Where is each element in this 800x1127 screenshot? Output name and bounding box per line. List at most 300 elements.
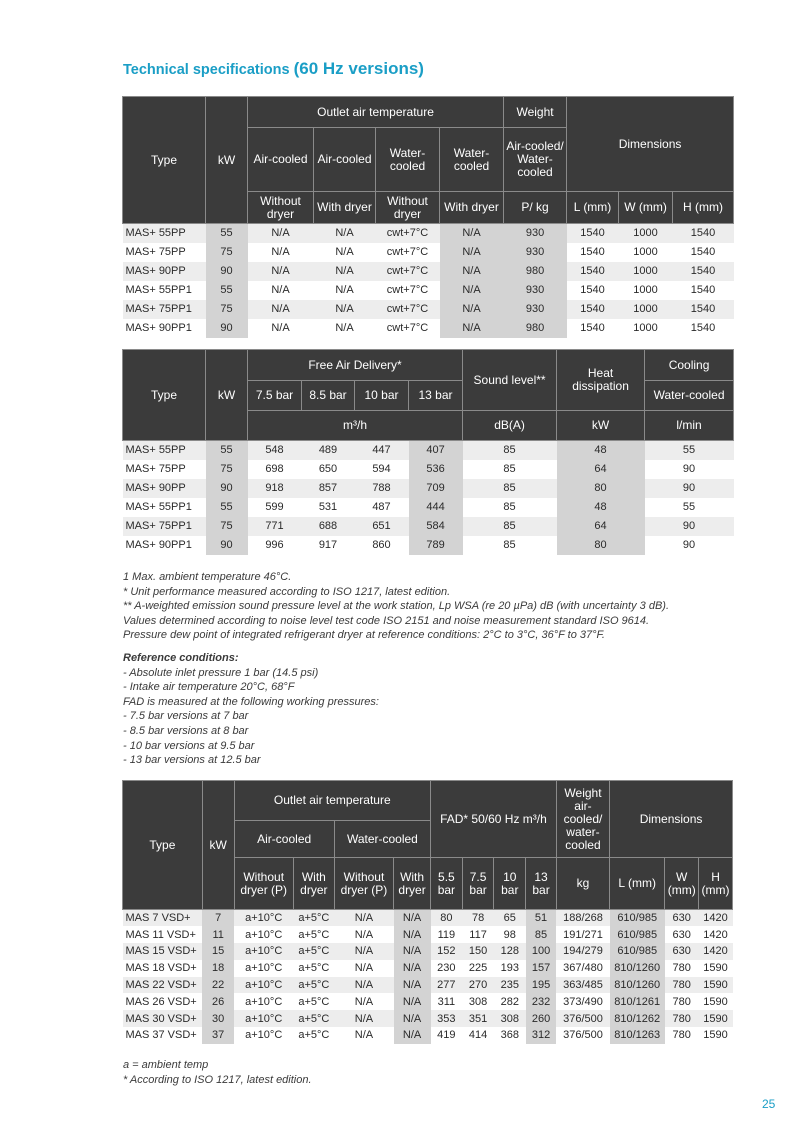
table-cell: 80 — [431, 910, 463, 927]
table-cell: 18 — [202, 960, 234, 977]
col-outlet-temp: Outlet air temperature — [234, 781, 430, 821]
table-cell: 157 — [526, 960, 557, 977]
table-cell: 15 — [202, 943, 234, 960]
table-cell: 373/490 — [556, 993, 609, 1010]
table-cell: 407 — [409, 441, 463, 460]
table-cell: N/A — [314, 281, 376, 300]
table-cell: 90 — [645, 536, 734, 555]
table-cell: 191/271 — [556, 926, 609, 943]
table-cell: 1000 — [619, 224, 673, 243]
col-without-dryer-p-1: Without dryer (P) — [234, 858, 293, 910]
table-cell: N/A — [334, 910, 393, 927]
table-cell: 37 — [202, 1027, 234, 1044]
col-kw: kW — [202, 781, 234, 910]
table-cell: N/A — [440, 262, 504, 281]
table-cell: N/A — [248, 281, 314, 300]
table-cell: N/A — [334, 977, 393, 994]
table-row — [123, 960, 733, 977]
table-cell: 1590 — [699, 993, 733, 1010]
col-8-5-bar: 8.5 bar — [302, 381, 355, 411]
table-cell: N/A — [394, 1010, 431, 1027]
table-cell: 1420 — [699, 943, 733, 960]
table-cell: 351 — [462, 1010, 494, 1027]
table-cell: 55 — [206, 498, 248, 517]
table-cell: N/A — [248, 243, 314, 262]
table-cell: 414 — [462, 1027, 494, 1044]
col-outlet-temp: Outlet air temperature — [248, 97, 504, 128]
cell-type: MAS+ 90PP1 — [123, 319, 206, 338]
col-7-5-bar: 7.5 bar — [248, 381, 302, 411]
table-cell: 1000 — [619, 300, 673, 319]
table-cell: N/A — [248, 319, 314, 338]
table-cell: N/A — [394, 993, 431, 1010]
table-cell: 630 — [665, 910, 699, 927]
table-cell: 780 — [665, 1027, 699, 1044]
table-cell: 688 — [302, 517, 355, 536]
col-air-cooled: Air-cooled — [234, 821, 334, 858]
col-water-cooled-2: Water-cooled — [440, 128, 504, 192]
table-cell: N/A — [334, 943, 393, 960]
table-cell: 1540 — [567, 281, 619, 300]
table-cell: 80 — [557, 536, 645, 555]
table-cell: 22 — [202, 977, 234, 994]
unit-cooling: l/min — [645, 411, 734, 441]
table-cell: 98 — [494, 926, 526, 943]
reference-heading: Reference conditions: — [123, 652, 239, 664]
col-weight-sub: Air-cooled/ Water-cooled — [504, 128, 567, 192]
title-sub: (60 Hz versions) — [293, 59, 424, 78]
table-cell: a+5°C — [293, 926, 334, 943]
table-cell: N/A — [334, 993, 393, 1010]
col-w: W (mm) — [619, 192, 673, 224]
col-h: H (mm) — [699, 858, 733, 910]
table-cell: N/A — [314, 224, 376, 243]
table-cell: 1540 — [567, 262, 619, 281]
col-with-dryer-1: With dryer — [293, 858, 334, 910]
col-air-cooled-2: Air-cooled — [314, 128, 376, 192]
table-cell: 85 — [463, 479, 557, 498]
spec-table-vsd — [122, 780, 733, 1044]
table-cell: 1000 — [619, 281, 673, 300]
table-cell: 368 — [494, 1027, 526, 1044]
table-cell: 788 — [355, 479, 409, 498]
cell-type: MAS+ 75PP — [123, 460, 206, 479]
table-cell: 610/985 — [610, 926, 665, 943]
table-cell: N/A — [440, 300, 504, 319]
table-cell: 860 — [355, 536, 409, 555]
table-cell: 650 — [302, 460, 355, 479]
table-cell: N/A — [314, 243, 376, 262]
cell-type: MAS+ 75PP1 — [123, 517, 206, 536]
table-cell: 780 — [665, 1010, 699, 1027]
page-number: 25 — [762, 1097, 776, 1111]
table-cell: 277 — [431, 977, 463, 994]
table-row — [123, 1010, 733, 1027]
table-row — [123, 910, 733, 927]
table-cell: 64 — [557, 460, 645, 479]
footnote: * Unit performance measured according to ISO 1217, latest edition. — [123, 585, 451, 598]
table-cell: 232 — [526, 993, 557, 1010]
table-row — [123, 1027, 733, 1044]
col-without-dryer-2: Without dryer — [376, 192, 440, 224]
col-water-cooled-1: Water-cooled — [376, 128, 440, 192]
table-row — [123, 460, 734, 479]
reference-line: - Intake air temperature 20°C, 68°F — [123, 681, 295, 694]
table-cell: 85 — [463, 460, 557, 479]
table-cell: N/A — [314, 300, 376, 319]
table-cell: 90 — [206, 479, 248, 498]
table-cell: 78 — [462, 910, 494, 927]
col-sound-level: Sound level** — [463, 350, 557, 411]
table-cell: 918 — [248, 479, 302, 498]
table-cell: 90 — [206, 262, 248, 281]
table-cell: 270 — [462, 977, 494, 994]
table-cell: 48 — [557, 498, 645, 517]
table-cell: 780 — [665, 960, 699, 977]
table-cell: 1540 — [673, 224, 734, 243]
table-cell: 447 — [355, 441, 409, 460]
cell-type: MAS+ 55PP — [123, 224, 206, 243]
table-cell: 1000 — [619, 243, 673, 262]
cell-type: MAS+ 75PP — [123, 243, 206, 262]
table-cell: 128 — [494, 943, 526, 960]
footnote: 1 Max. ambient temperature 46°C. — [123, 571, 292, 583]
table-cell: N/A — [394, 977, 431, 994]
col-weight: Weight air-cooled/ water-cooled — [556, 781, 609, 858]
table-cell: 1590 — [699, 1027, 733, 1044]
col-air-cooled-1: Air-cooled — [248, 128, 314, 192]
table-cell: 152 — [431, 943, 463, 960]
col-13-bar: 13 bar — [409, 381, 463, 411]
table-cell: 90 — [645, 517, 734, 536]
table-cell: a+5°C — [293, 1027, 334, 1044]
table-cell: 1540 — [567, 243, 619, 262]
spec-table-outlet-temperature — [122, 96, 734, 338]
table-cell: N/A — [394, 943, 431, 960]
table-cell: 444 — [409, 498, 463, 517]
table-cell: 1000 — [619, 262, 673, 281]
col-water-cooled: Water-cooled — [334, 821, 430, 858]
table-cell: 709 — [409, 479, 463, 498]
table-row — [123, 262, 734, 281]
table-cell: 1540 — [567, 300, 619, 319]
table-cell: 85 — [463, 441, 557, 460]
table-cell: 312 — [526, 1027, 557, 1044]
table-cell: 1420 — [699, 910, 733, 927]
table-row — [123, 926, 733, 943]
table-cell: 548 — [248, 441, 302, 460]
table-cell: N/A — [440, 281, 504, 300]
table-cell: 194/279 — [556, 943, 609, 960]
cell-type: MAS+ 55PP1 — [123, 498, 206, 517]
table-cell: 810/1260 — [610, 960, 665, 977]
table-cell: N/A — [314, 319, 376, 338]
table-cell: 698 — [248, 460, 302, 479]
cell-type: MAS+ 90PP1 — [123, 536, 206, 555]
reference-line: - 13 bar versions at 12.5 bar — [123, 754, 261, 767]
col-type: Type — [123, 781, 203, 910]
table-cell: 489 — [302, 441, 355, 460]
table-cell: 810/1261 — [610, 993, 665, 1010]
col-with-dryer-2: With dryer — [440, 192, 504, 224]
table-cell: N/A — [248, 300, 314, 319]
reference-line: FAD is measured at the following working pressures: — [123, 695, 379, 708]
unit-fad: m³/h — [248, 411, 463, 441]
col-dimensions: Dimensions — [610, 781, 733, 858]
table-cell: 1590 — [699, 1010, 733, 1027]
col-fad: Free Air Delivery* — [248, 350, 463, 381]
table-row — [123, 441, 734, 460]
cell-type: MAS 11 VSD+ — [123, 926, 203, 943]
table-cell: N/A — [394, 1027, 431, 1044]
table-cell: 1540 — [673, 281, 734, 300]
table-cell: a+5°C — [293, 960, 334, 977]
table-row — [123, 536, 734, 555]
col-dimensions: Dimensions — [567, 97, 734, 192]
table-cell: 26 — [202, 993, 234, 1010]
table-cell: a+5°C — [293, 977, 334, 994]
cell-type: MAS+ 55PP1 — [123, 281, 206, 300]
table-cell: 75 — [206, 517, 248, 536]
table-cell: N/A — [334, 926, 393, 943]
table-cell: 1540 — [673, 300, 734, 319]
table-cell: 230 — [431, 960, 463, 977]
reference-line: - 8.5 bar versions at 8 bar — [123, 724, 249, 737]
table-cell: 64 — [557, 517, 645, 536]
footnote: a = ambient temp — [123, 1059, 209, 1071]
table-cell: 376/500 — [556, 1027, 609, 1044]
table-cell: 599 — [248, 498, 302, 517]
table-cell: N/A — [334, 1010, 393, 1027]
table-cell: 308 — [462, 993, 494, 1010]
table3-body — [123, 910, 733, 1044]
table-cell: 630 — [665, 943, 699, 960]
table-cell: 90 — [645, 479, 734, 498]
cell-type: MAS+ 90PP — [123, 479, 206, 498]
table-cell: cwt+7°C — [376, 262, 440, 281]
table-cell: N/A — [440, 224, 504, 243]
table-cell: cwt+7°C — [376, 300, 440, 319]
table-cell: 487 — [355, 498, 409, 517]
col-kg: kg — [556, 858, 609, 910]
table-cell: 930 — [504, 243, 567, 262]
table-cell: 311 — [431, 993, 463, 1010]
spec-table-free-air-delivery — [122, 349, 734, 555]
page-title — [123, 59, 424, 79]
footnote: ** A-weighted emission sound pressure level at the work station, Lp WSA (re 20 µPa) dB (with uncertainty 3 dB). — [123, 600, 669, 613]
col-l: L (mm) — [567, 192, 619, 224]
col-5-5-bar: 5.5 bar — [431, 858, 463, 910]
table-cell: N/A — [248, 262, 314, 281]
table-cell: 193 — [494, 960, 526, 977]
table-cell: 419 — [431, 1027, 463, 1044]
table-cell: 1540 — [567, 224, 619, 243]
col-10-bar: 10 bar — [355, 381, 409, 411]
table-cell: 810/1263 — [610, 1027, 665, 1044]
table-cell: 930 — [504, 224, 567, 243]
footnote: Values determined according to noise level test code ISO 2151 and noise measurement standard ISO 9614. — [123, 614, 650, 627]
table-cell: a+10°C — [234, 993, 293, 1010]
cell-type: MAS 22 VSD+ — [123, 977, 203, 994]
table-row — [123, 993, 733, 1010]
table-cell: 917 — [302, 536, 355, 555]
table-cell: 780 — [665, 993, 699, 1010]
table-cell: 55 — [206, 281, 248, 300]
cell-type: MAS+ 75PP1 — [123, 300, 206, 319]
table-cell: N/A — [334, 1027, 393, 1044]
table-cell: a+5°C — [293, 910, 334, 927]
col-kw: kW — [206, 350, 248, 441]
table-row — [123, 319, 734, 338]
table-cell: 531 — [302, 498, 355, 517]
table-cell: 980 — [504, 319, 567, 338]
table-cell: a+5°C — [293, 943, 334, 960]
table1-body — [123, 224, 734, 338]
table-row — [123, 300, 734, 319]
table-cell: N/A — [440, 243, 504, 262]
table-cell: 789 — [409, 536, 463, 555]
col-with-dryer-2: With dryer — [394, 858, 431, 910]
table-cell: 610/985 — [610, 910, 665, 927]
table-cell: a+5°C — [293, 993, 334, 1010]
table-cell: 11 — [202, 926, 234, 943]
table-cell: 1540 — [673, 262, 734, 281]
table-cell: 48 — [557, 441, 645, 460]
unit-heat: kW — [557, 411, 645, 441]
table-cell: 188/268 — [556, 910, 609, 927]
table-cell: 1540 — [673, 243, 734, 262]
table-cell: 195 — [526, 977, 557, 994]
table-cell: 150 — [462, 943, 494, 960]
table-cell: 282 — [494, 993, 526, 1010]
table-cell: 367/480 — [556, 960, 609, 977]
table2-body — [123, 441, 734, 555]
table-cell: 308 — [494, 1010, 526, 1027]
col-pkg: P/ kg — [504, 192, 567, 224]
col-without-dryer-1: Without dryer — [248, 192, 314, 224]
table-cell: 1540 — [673, 319, 734, 338]
table-cell: 1000 — [619, 319, 673, 338]
table-cell: 651 — [355, 517, 409, 536]
table-row — [123, 977, 733, 994]
col-without-dryer-p-2: Without dryer (P) — [334, 858, 393, 910]
col-weight: Weight — [504, 97, 567, 128]
table-cell: N/A — [440, 319, 504, 338]
table-row — [123, 243, 734, 262]
table-cell: 85 — [526, 926, 557, 943]
col-7-5-bar: 7.5 bar — [462, 858, 494, 910]
table-cell: 85 — [463, 517, 557, 536]
table-cell: 119 — [431, 926, 463, 943]
table-cell: N/A — [334, 960, 393, 977]
table-cell: a+10°C — [234, 910, 293, 927]
table-cell: cwt+7°C — [376, 281, 440, 300]
table-cell: 55 — [206, 224, 248, 243]
table-cell: 930 — [504, 281, 567, 300]
table-cell: 30 — [202, 1010, 234, 1027]
table-cell: 235 — [494, 977, 526, 994]
table-cell: 594 — [355, 460, 409, 479]
col-h: H (mm) — [673, 192, 734, 224]
table-cell: 75 — [206, 300, 248, 319]
table-cell: 55 — [206, 441, 248, 460]
table-cell: N/A — [394, 910, 431, 927]
col-fad: FAD* 50/60 Hz m³/h — [431, 781, 557, 858]
table-cell: 353 — [431, 1010, 463, 1027]
table-row — [123, 943, 733, 960]
footnote: * According to ISO 1217, latest edition. — [123, 1073, 312, 1086]
col-10-bar: 10 bar — [494, 858, 526, 910]
table-cell: 980 — [504, 262, 567, 281]
col-kw: kW — [206, 97, 248, 224]
table-cell: 85 — [463, 498, 557, 517]
table-cell: 7 — [202, 910, 234, 927]
table-cell: a+10°C — [234, 1010, 293, 1027]
table-cell: 857 — [302, 479, 355, 498]
table-cell: 930 — [504, 300, 567, 319]
cell-type: MAS 37 VSD+ — [123, 1027, 203, 1044]
table-row — [123, 224, 734, 243]
table-cell: 75 — [206, 460, 248, 479]
table-row — [123, 498, 734, 517]
table-cell: a+10°C — [234, 926, 293, 943]
table-cell: a+10°C — [234, 960, 293, 977]
cell-type: MAS+ 55PP — [123, 441, 206, 460]
table-cell: 55 — [645, 498, 734, 517]
table-cell: a+10°C — [234, 977, 293, 994]
table-cell: N/A — [314, 262, 376, 281]
col-heat-dissipation: Heat dissipation — [557, 350, 645, 411]
col-water-cooled: Water-cooled — [645, 381, 734, 411]
reference-conditions — [123, 651, 379, 768]
title-main: Technical specifications — [123, 62, 290, 78]
table-cell: 1540 — [567, 319, 619, 338]
table-cell: cwt+7°C — [376, 319, 440, 338]
col-l: L (mm) — [610, 858, 665, 910]
table-cell: 117 — [462, 926, 494, 943]
table-cell: 996 — [248, 536, 302, 555]
table-cell: 771 — [248, 517, 302, 536]
table-cell: a+10°C — [234, 943, 293, 960]
table-row — [123, 517, 734, 536]
cell-type: MAS 15 VSD+ — [123, 943, 203, 960]
cell-type: MAS 7 VSD+ — [123, 910, 203, 927]
table-cell: 55 — [645, 441, 734, 460]
col-w: W (mm) — [665, 858, 699, 910]
table-cell: a+10°C — [234, 1027, 293, 1044]
table-row — [123, 281, 734, 300]
table-cell: 75 — [206, 243, 248, 262]
unit-sound: dB(A) — [463, 411, 557, 441]
table-cell: 90 — [206, 319, 248, 338]
table-cell: 90 — [206, 536, 248, 555]
reference-line: - Absolute inlet pressure 1 bar (14.5 psi) — [123, 666, 319, 679]
footnote: Pressure dew point of integrated refrigerant dryer at reference conditions: 2°C to 3°C, 36°F to 37°F. — [123, 629, 605, 642]
table-cell: 65 — [494, 910, 526, 927]
table-cell: cwt+7°C — [376, 224, 440, 243]
table-cell: N/A — [394, 926, 431, 943]
table-cell: 85 — [463, 536, 557, 555]
cell-type: MAS 18 VSD+ — [123, 960, 203, 977]
col-with-dryer-1: With dryer — [314, 192, 376, 224]
table-cell: 780 — [665, 977, 699, 994]
table-cell: 810/1260 — [610, 977, 665, 994]
footnotes-1 — [123, 570, 669, 643]
table-cell: 1420 — [699, 926, 733, 943]
table-cell: N/A — [394, 960, 431, 977]
col-13-bar: 13 bar — [526, 858, 557, 910]
table-cell: 80 — [557, 479, 645, 498]
